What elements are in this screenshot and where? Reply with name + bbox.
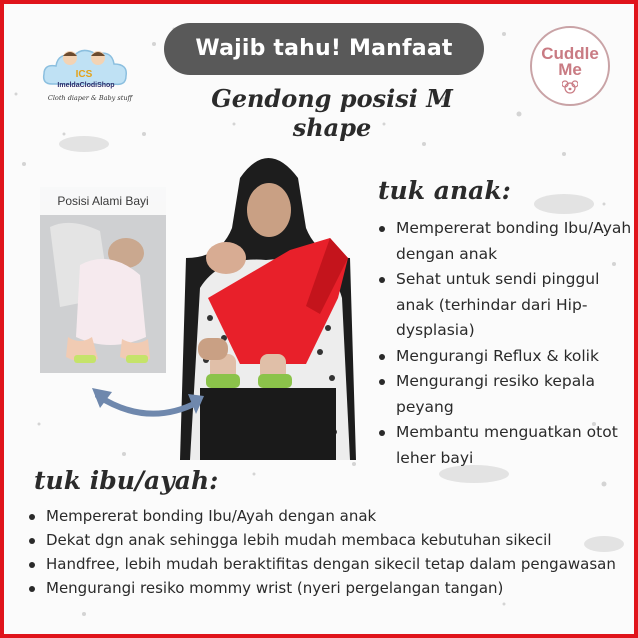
double-arrow-icon xyxy=(88,376,208,428)
child-benefits-heading: tuk anak: xyxy=(378,176,511,205)
list-item: Handfree, lebih mudah beraktifitas dengan sikecil tetap dalam pengawasan xyxy=(24,552,624,576)
child-benefits-list xyxy=(374,216,632,471)
koala-face-icon xyxy=(562,80,578,94)
logo-initials: ICS xyxy=(75,69,93,80)
cuddle-me-logo xyxy=(530,26,610,106)
baby-natural-position-photo xyxy=(40,187,166,373)
page-subtitle: Gendong posisi M shape xyxy=(211,84,453,142)
cuddle-me-brand xyxy=(532,46,608,78)
parent-benefits-heading: tuk ibu/ayah: xyxy=(34,466,219,495)
list-item: Mengurangi resiko kepala peyang xyxy=(374,369,632,420)
list-item: Mempererat bonding Ibu/Ayah dengan anak xyxy=(24,504,624,528)
page-title: Wajib tahu! Manfaat xyxy=(164,23,484,75)
imelda-clodi-shop-logo xyxy=(34,38,142,110)
list-item: Dekat dgn anak sehingga lebih mudah membaca kebutuhan sikecil xyxy=(24,528,624,552)
shop-name: ImeldaClodiShop xyxy=(57,82,115,89)
list-item: Mengurangi Reflux & kolik xyxy=(374,344,632,370)
list-item: Membantu menguatkan otot leher bayi xyxy=(374,420,632,471)
photo-caption: Posisi Alami Bayi xyxy=(40,187,166,215)
shop-tagline: Cloth diaper & Baby stuff xyxy=(47,94,133,102)
parent-benefits-list xyxy=(24,504,624,600)
list-item: Mengurangi resiko mommy wrist (nyeri pergelangan tangan) xyxy=(24,576,624,600)
brand-line-2: Me xyxy=(558,60,582,79)
list-item: Sehat untuk sendi pinggul anak (terhindar dari Hip-dysplasia) xyxy=(374,267,632,344)
list-item: Mempererat bonding Ibu/Ayah dengan anak xyxy=(374,216,632,267)
brand-line-1: Cuddle xyxy=(541,44,599,63)
